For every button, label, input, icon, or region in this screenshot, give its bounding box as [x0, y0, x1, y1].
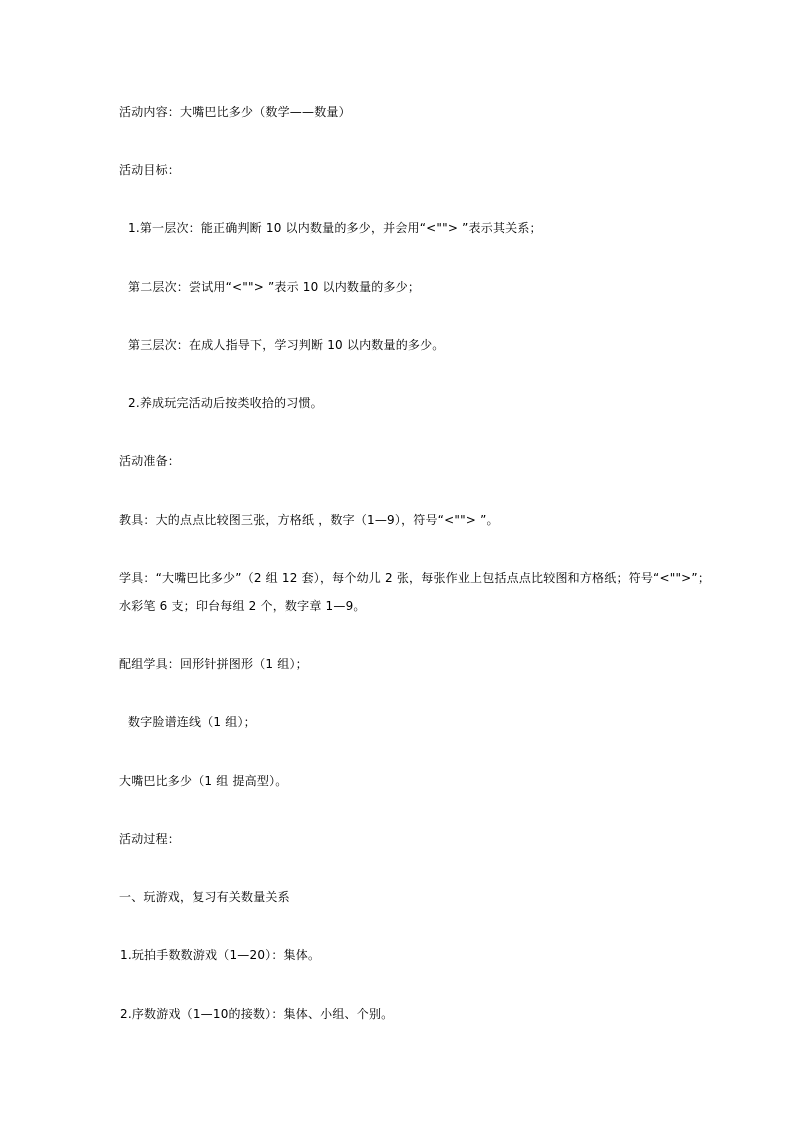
goal-level-three-line: 第三层次：在成人指导下，学习判断 10 以内数量的多少。 — [128, 338, 445, 352]
learning-aids-line: 学具：“大嘴巴比多少”（2 组 12 套），每个幼儿 2 张，每张作业上包括点点比较图和方格纸；符号“<"">”； — [119, 571, 711, 585]
group-aids-line: 配组学具：回形针拼图形（1 组）； — [119, 657, 308, 671]
clapping-game-line: 1.玩拍手数数游戏（1—20）：集体。 — [120, 948, 321, 962]
activity-goals-heading: 活动目标： — [119, 163, 181, 177]
learning-aids-continued-line: 水彩笔 6 支；印台每组 2 个，数字章 1—9。 — [119, 599, 366, 613]
activity-process-heading: 活动过程： — [119, 832, 181, 846]
activity-content-line: 活动内容：大嘴巴比多少（数学——数量） — [119, 105, 351, 119]
goal-habit-line: 2.养成玩完活动后按类收拾的习惯。 — [128, 396, 323, 410]
teaching-aids-line: 教具：大的点点比较图三张，方格纸 ，数字（1—9），符号“<""> ”。 — [119, 513, 499, 527]
goal-level-two-line: 第二层次：尝试用“<""> ”表示 10 以内数量的多少； — [128, 280, 421, 294]
process-step-one-heading: 一、玩游戏，复习有关数量关系 — [119, 890, 290, 904]
goal-level-one-line: 1.第一层次：能正确判断 10 以内数量的多少，并会用“<""> ”表示其关系； — [128, 221, 542, 235]
ordinal-game-line: 2.序数游戏（1—10的接数）：集体、小组、个别。 — [120, 1007, 394, 1021]
activity-preparation-heading: 活动准备： — [119, 454, 181, 468]
big-mouth-advanced-line: 大嘴巴比多少（1 组 提高型）。 — [119, 774, 288, 788]
number-face-line: 数字脸谱连线（1 组）； — [128, 715, 256, 729]
